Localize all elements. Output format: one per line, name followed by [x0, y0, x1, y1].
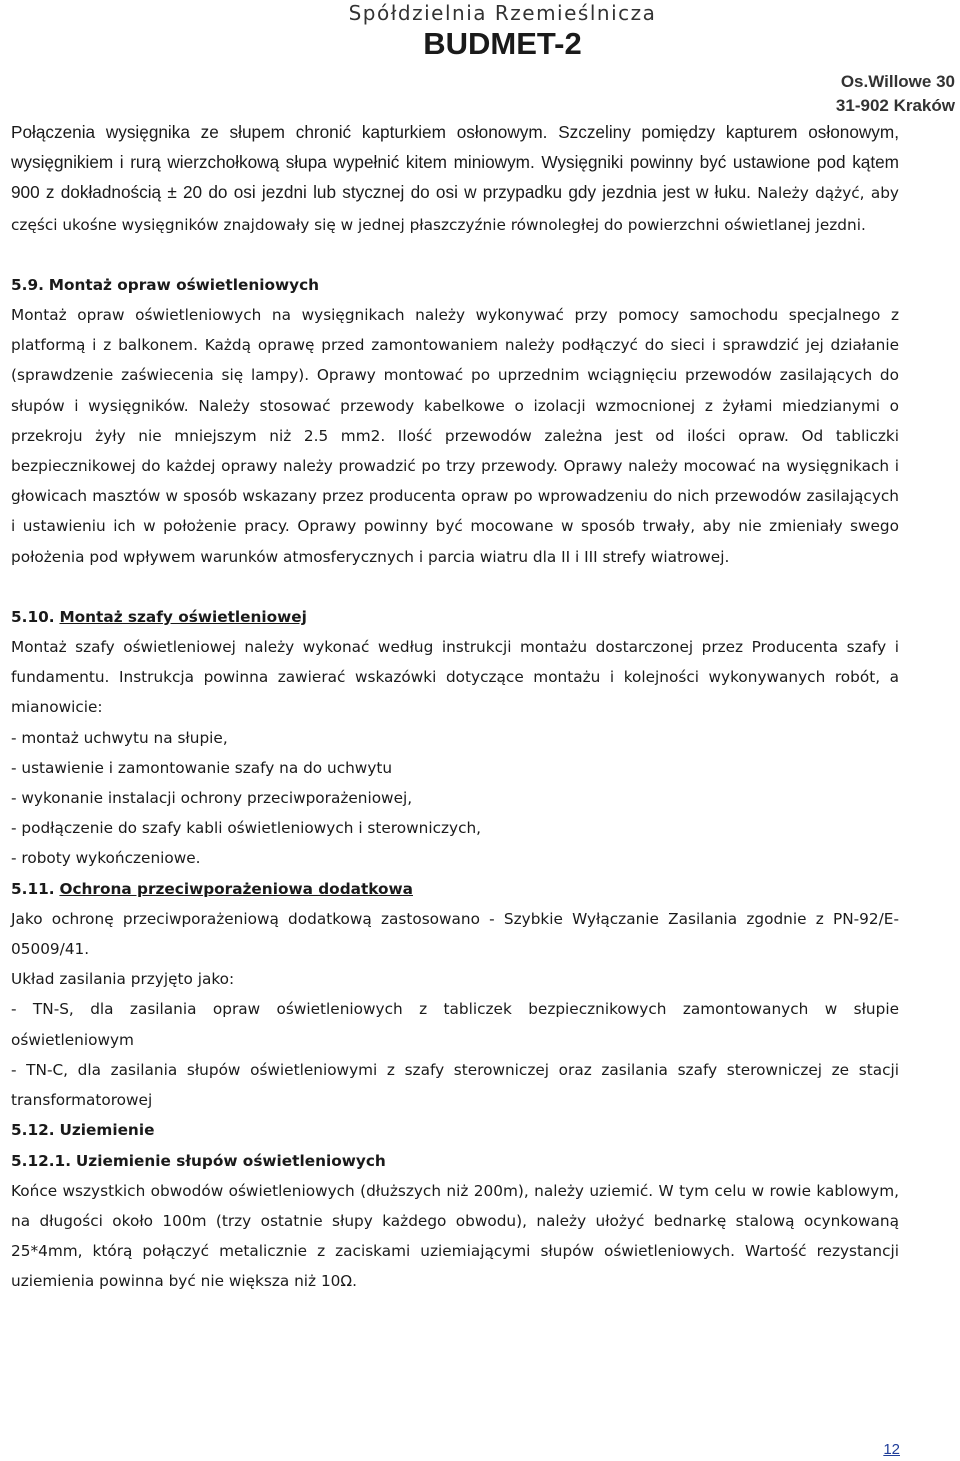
section-title: Uziemienie: [59, 1121, 155, 1140]
section-number: 5.11.: [11, 879, 55, 898]
list-item: - montaż uchwytu na słupie,: [11, 728, 228, 747]
section-number: 5.9.: [11, 275, 44, 294]
page-number: 12: [883, 1441, 900, 1458]
section-heading-5-10: [11, 602, 899, 632]
section-5-11-item-1: - TN-S, dla zasilania opraw oświetleniowych z tabliczek bezpiecznikowych zamontowanych w słupie oświetleniowym: [11, 1000, 899, 1049]
list-item: - ustawienie i zamontowanie szafy na do uchwytu: [11, 758, 393, 777]
company-brand: BUDMET-2: [423, 26, 582, 61]
document-body: [11, 117, 899, 1297]
list-item: - roboty wykończeniowe.: [11, 849, 201, 868]
intro-paragraph: [11, 117, 899, 240]
intro-text-sans: Należy dążyć, aby części ukośne wysięgników znajdowały się w jednej płaszczyźnie równoległej do powierzchni oświetlanej jezdni.: [11, 184, 899, 234]
section-5-11-lead: Układ zasilania przyjęto jako:: [11, 970, 235, 989]
section-heading-5-11: [11, 874, 899, 904]
list-item: - podłączenie do szafy kabli oświetleniowych i sterowniczych,: [11, 819, 482, 838]
address-line-2: 31-902 Kraków: [835, 96, 955, 115]
section-title: Uziemienie słupów oświetleniowych: [75, 1151, 386, 1170]
section-5-9-body: Montaż opraw oświetleniowych na wysięgnikach należy wykonywać przy pomocy samochodu specjalnego z platformą i z balkonem. Każdą oprawę przed zamontowaniem należy podłączyć do sieci i sprawdzić jej działanie (sprawdzenie zaświecenia się lampy). Oprawy montować po uprzednim wciągnięciu przewodów zasilających do słupów i wysięgników. Należy stosować przewody kabelkowe o izolacji wzmocnionej z żyłami miedzianymi o przekroju żyły nie mniejszym niż 2.5 mm2. Ilość przewodów zależna jest od ilości opraw. Od tabliczki bezpiecznikowej do każdej oprawy należy prowadzić po trzy przewody. Oprawy należy mocować na wysięgnikach i głowicach masztów w sposób wskazany przez producenta opraw po wprowadzeniu do nich przewodów zasilających i ustawieniu ich w położenie pracy. Oprawy powinny być mocowane w sposób trwały, aby nie zmieniały swego położenia pod wpływem warunków atmosferycznych i parcia wiatru dla II i III strefy wiatrowej.: [11, 306, 899, 566]
section-title: Ochrona przeciwporażeniowa dodatkowa: [59, 879, 413, 898]
section-heading-5-9: [11, 270, 899, 300]
section-5-11-item-2: - TN-C, dla zasilania słupów oświetleniowymi z szafy sterowniczej oraz zasilania szafy sterowniczej ze stacji transformatorowej: [11, 1060, 899, 1110]
intro-text-arial: Połączenia wysięgnika ze słupem chronić kapturkiem osłonowym. Szczeliny pomiędzy kapturem osłonowym, wysięgnikiem i rurą wierzchołkową słupa wypełnić kitem miniowym. Wysięgniki powinny być ustawione pod kątem 900 z dokładnością ± 20 do osi jezdni lub stycznej do osi w przypadku gdy jezdnia jest w łuku.: [11, 122, 899, 203]
section-5-11-body: Jako ochronę przeciwporażeniową dodatkową zastosowano - Szybkie Wyłączanie Zasilania zgodnie z PN-92/E-05009/41.: [11, 909, 899, 959]
section-heading-5-12: [11, 1115, 899, 1145]
section-5-10-body: Montaż szafy oświetleniowej należy wykonać według instrukcji montażu dostarczonej przez Producenta szafy i fundamentu. Instrukcja powinna zawierać wskazówki dotyczące montażu i kolejności wykonywanych robót, a mianowicie:: [11, 638, 899, 717]
section-5-12-1-body: Końce wszystkich obwodów oświetleniowych (dłuższych niż 200m), należy uziemić. W tym celu w rowie kablowym, na długości około 100m (trzy ostatnie słupy każdego obwodu), należy ułożyć bednarkę stalową ocynkowaną 25*4mm, którą połączyć metalicznie z zaciskami uziemiającymi słupów oświetleniowych. Wartość rezystancji uziemienia powinna być nie większa niż 10Ω.: [11, 1181, 899, 1291]
section-number: 5.12.1.: [11, 1151, 72, 1170]
company-name: Spółdzielnia Rzemieślnicza: [348, 1, 657, 25]
section-title: Montaż opraw oświetleniowych: [48, 275, 320, 294]
section-title: Montaż szafy oświetleniowej: [59, 607, 307, 626]
section-number: 5.10.: [11, 607, 55, 626]
section-heading-5-12-1: [11, 1146, 899, 1176]
address-line-1: Os.Willowe 30: [840, 72, 955, 91]
list-item: - wykonanie instalacji ochrony przeciwporażeniowej,: [11, 789, 413, 808]
section-number: 5.12.: [11, 1121, 55, 1140]
section-5-10-list: [11, 723, 899, 874]
